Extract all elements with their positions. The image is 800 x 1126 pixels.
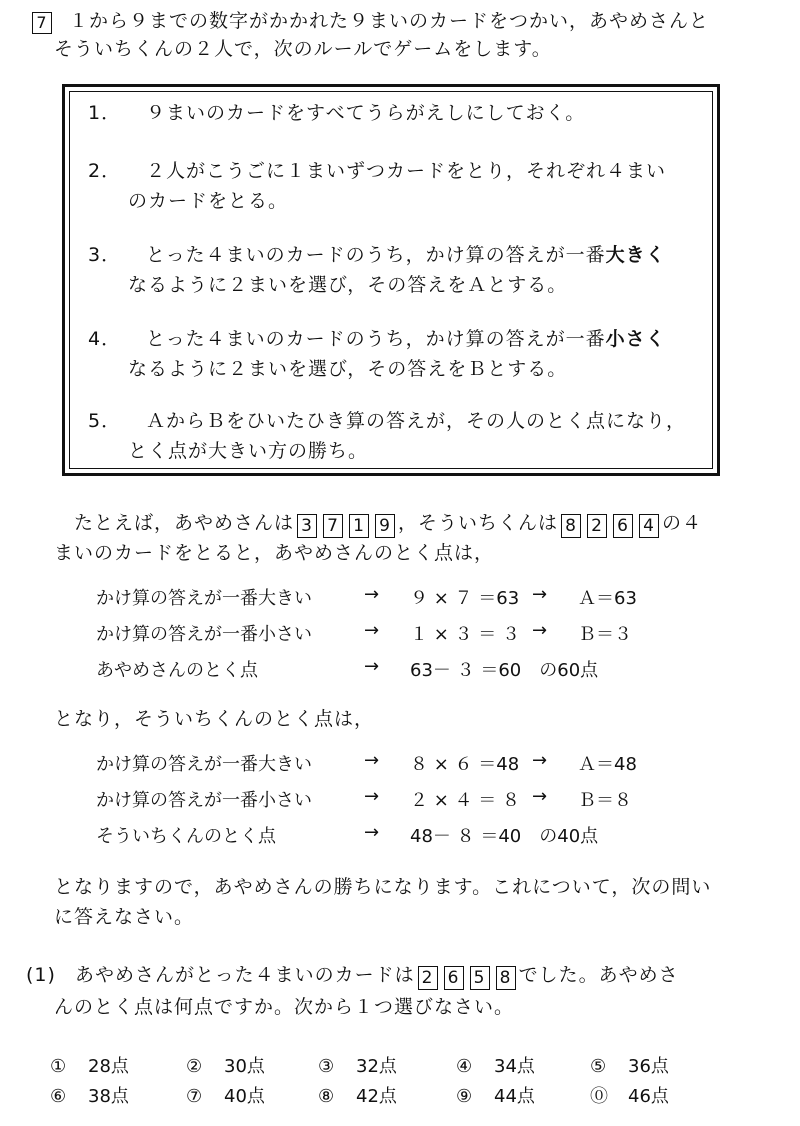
card: 7 [323,514,343,538]
question-1-line-1: (1) あやめさんがとった４まいのカードは 2 6 5 8 でした。あやめさ [26,964,679,988]
intro-text-1: １から９までの数字がかかれた９まいのカードをつかい，あやめさんと [69,10,710,32]
choice-4[interactable]: ④ 34点 [456,1056,535,1077]
card: 4 [639,514,659,538]
card: 8 [496,966,516,990]
conclusion-1: となりますので，あやめさんの勝ちになります。これについて，次の問い [54,876,712,898]
card: 6 [613,514,633,538]
ayame-row-2: かけ算の答えが一番小さい → １ × ３ ＝ ３ → Ｂ＝３ [96,620,632,645]
rule-2: 2． ２人がこうごに１まいずつカードをとり，それぞれ４まい のカードをとる。 [88,160,667,212]
card: 2 [587,514,607,538]
souichi-row-2: かけ算の答えが一番小さい → ２ × ４ ＝ ８ → Ｂ＝８ [96,786,632,811]
card: 1 [349,514,369,538]
choice-7[interactable]: ⑦ 40点 [186,1086,265,1107]
card: 2 [418,966,438,990]
question-label: (1) [26,964,56,986]
card: 8 [561,514,581,538]
choice-8[interactable]: ⑧ 42点 [318,1086,397,1107]
example-lead-2: まいのカードをとると，あやめさんのとく点は， [54,542,495,564]
example-lead-1: たとえば，あやめさんは 3 7 1 9 ，そういちくんは 8 2 6 4 の４ [74,512,703,536]
rule-3: 3． とった４まいのカードのうち，かけ算の答えが一番大きく なるように２まいを選び，その答えをＡとする。 [88,244,666,296]
choice-0[interactable]: ⓪ 46点 [590,1086,669,1107]
intro-line-1 [30,6,709,34]
ayame-row-1: かけ算の答えが一番大きい → ９ × ７ ＝63 → Ａ＝63 [96,584,637,609]
souichi-row-3: そういちくんのとく点 → 48－ ８ ＝40 の40点 [96,822,599,847]
souichi-row-1: かけ算の答えが一番大きい → ８ × ６ ＝48 → Ａ＝48 [96,750,637,775]
conclusion-2: に答えなさい。 [54,906,195,928]
choice-1[interactable]: ① 28点 [50,1056,129,1077]
rule-4: 4． とった４まいのカードのうち，かけ算の答えが一番小さく なるように２まいを選び，その答えをＢとする。 [88,328,666,380]
rules-box [62,84,720,476]
problem-number: 7 [32,12,52,34]
card: 3 [297,514,317,538]
middle-text: となり，そういちくんのとく点は， [54,708,375,730]
question-1-line-2: んのとく点は何点ですか。次から１つ選びなさい。 [54,996,515,1018]
choice-2[interactable]: ② 30点 [186,1056,265,1077]
choice-5[interactable]: ⑤ 36点 [590,1056,669,1077]
card: 6 [444,966,464,990]
choice-6[interactable]: ⑥ 38点 [50,1086,129,1107]
card: 9 [375,514,395,538]
card: 5 [470,966,490,990]
intro-line-2: そういちくんの２人で，次のルールでゲームをします。 [54,38,552,60]
rules-box-inner [69,91,713,469]
rule-5: 5． ＡからＢをひいたひき算の答えが，その人のとく点になり， とく点が大きい方の勝ち。 [88,410,687,462]
ayame-row-3: あやめさんのとく点 → 63－ ３ ＝60 の60点 [96,656,599,681]
choice-3[interactable]: ③ 32点 [318,1056,397,1077]
choice-9[interactable]: ⑨ 44点 [456,1086,535,1107]
rule-1: 1． ９まいのカードをすべてうらがえしにしておく。 [88,102,586,124]
